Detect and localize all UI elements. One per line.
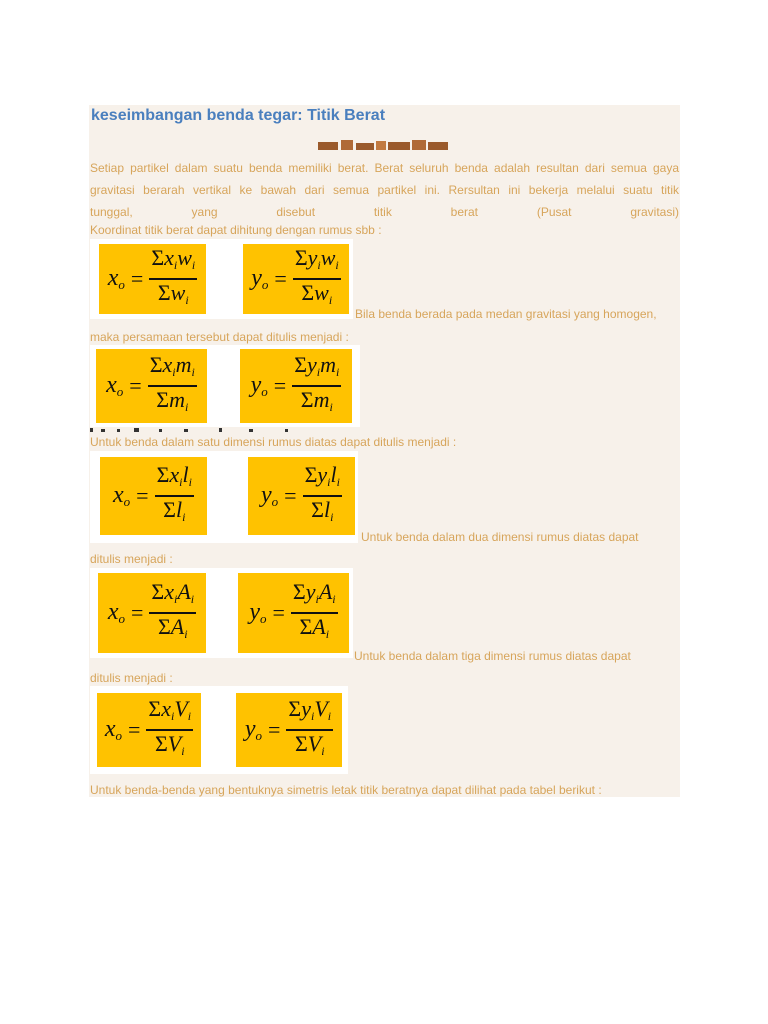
formula-y-weight: $y_o$ = $\frac{\Sigma y_iw_i}{\Sigma w_i}$ [243, 244, 349, 314]
intro-line: Setiap partikel dalam suatu benda memiliki berat. Berat seluruh benda adalah resultan dari semua gaya [90, 161, 679, 175]
homogeneous-field-text: Bila benda berada pada medan gravitasi yang homogen, [355, 307, 657, 321]
formula-x-length: $x_o$ = $\frac{\Sigma x_il_i}{\Sigma l_i}$ [100, 457, 207, 535]
formula-length-panel [90, 451, 358, 543]
formula-x-weight: $x_o$ = $\frac{\Sigma x_iw_i}{\Sigma w_i}$ [99, 244, 206, 314]
three-dimension-text-cont: ditulis menjadi : [90, 671, 173, 685]
formula-x-area: $x_o$ = $\frac{\Sigma x_iA_i}{\Sigma A_i}$ [98, 573, 206, 653]
coordinate-text: Koordinat titik berat dapat dihitung dengan rumus sbb : [90, 223, 382, 237]
two-dimension-text: Untuk benda dalam dua dimensi rumus diatas dapat [361, 530, 639, 544]
formula-volume-panel [90, 686, 348, 774]
symmetric-bodies-text: Untuk benda-benda yang bentuknya simetris letak titik beratnya dapat dilihat pada tabel berikut : [90, 783, 602, 797]
garbled-heading-image [316, 137, 452, 153]
intro-line: tunggal, yang disebut titik berat (Pusat gravitasi) [90, 205, 679, 219]
formula-weight-panel [90, 239, 353, 319]
cropped-text-fragment [89, 427, 299, 433]
formula-area-panel [90, 568, 353, 658]
formula-y-volume: $y_o$ = $\frac{\Sigma y_iV_i}{\Sigma V_i}$ [236, 693, 342, 767]
intro-line: gravitasi berarah vertikal ke bawah dari semua partikel ini. Rersultan ini bekerja melalui suatu titik [90, 183, 679, 197]
one-dimension-text: Untuk benda dalam satu dimensi rumus diatas dapat ditulis menjadi : [90, 435, 457, 449]
formula-mass-panel [90, 345, 360, 427]
formula-x-volume: $x_o$ = $\frac{\Sigma x_iV_i}{\Sigma V_i}$ [97, 693, 201, 767]
homogeneous-field-text-cont: maka persamaan tersebut dapat ditulis menjadi : [90, 330, 349, 344]
two-dimension-text-cont: ditulis menjadi : [90, 552, 173, 566]
formula-x-mass: $x_o$ = $\frac{\Sigma x_im_i}{\Sigma m_i}$ [96, 349, 207, 423]
formula-y-length: $y_o$ = $\frac{\Sigma y_il_i}{\Sigma l_i}$ [248, 457, 355, 535]
page-title: keseimbangan benda tegar: Titik Berat [91, 107, 386, 124]
formula-y-area: $y_o$ = $\frac{\Sigma y_iA_i}{\Sigma A_i}$ [238, 573, 349, 653]
three-dimension-text: Untuk benda dalam tiga dimensi rumus diatas dapat [354, 649, 631, 663]
formula-y-mass: $y_o$ = $\frac{\Sigma y_im_i}{\Sigma m_i}$ [240, 349, 352, 423]
intro-paragraph [90, 157, 679, 223]
document-panel [89, 105, 680, 797]
